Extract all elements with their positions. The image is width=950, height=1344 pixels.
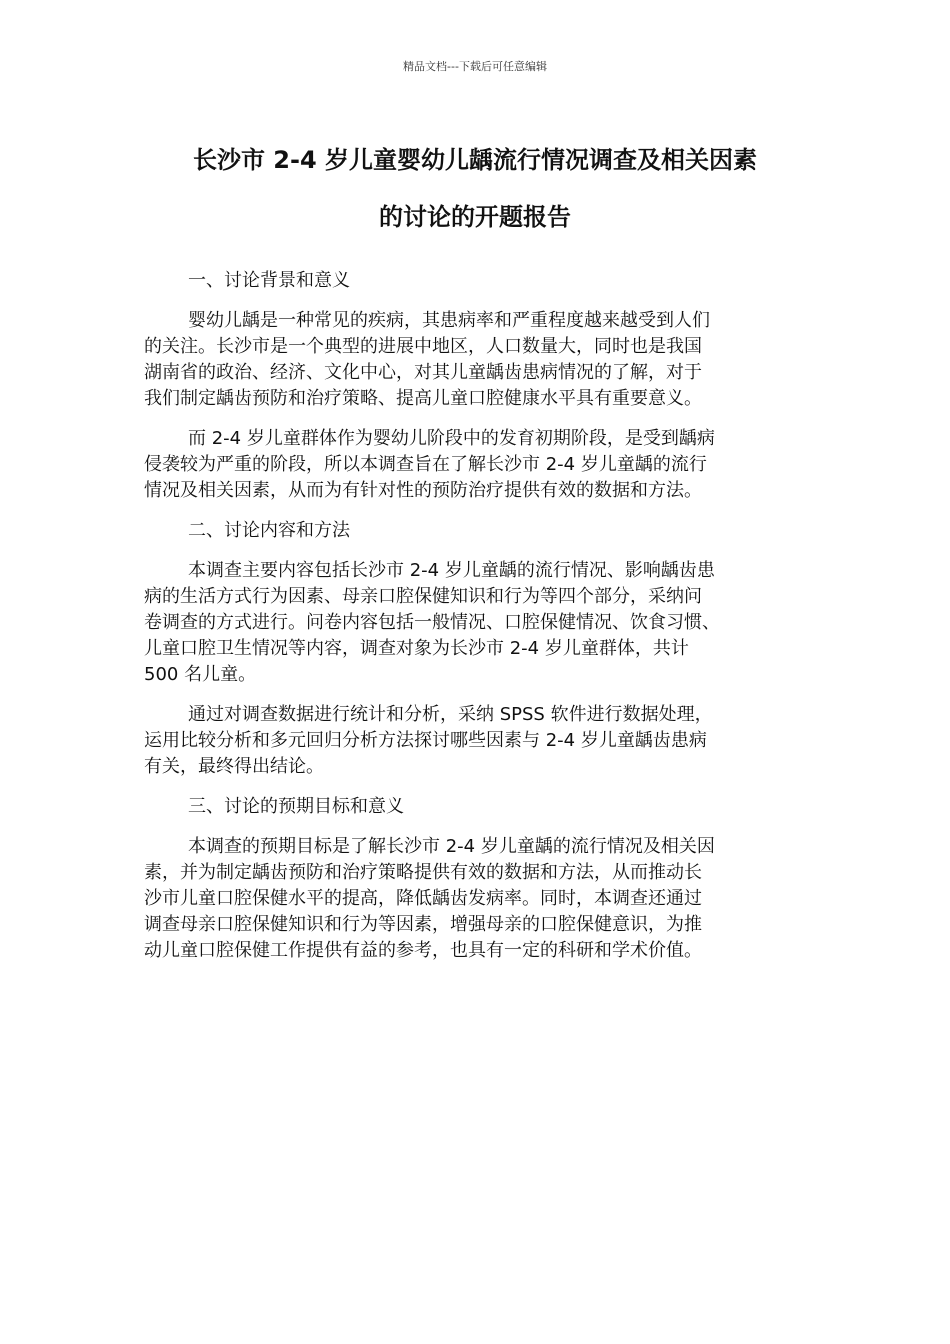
paragraph-line: 的关注。长沙市是一个典型的进展中地区，人口数量大，同时也是我国 <box>144 336 702 357</box>
document-body <box>144 268 804 978</box>
paragraph-line: 500 名儿童。 <box>144 664 257 685</box>
paragraph-line: 我们制定龋齿预防和治疗策略、提高儿童口腔健康水平具有重要意义。 <box>144 388 702 409</box>
paragraph <box>144 558 804 688</box>
paragraph-line: 本调查的预期目标是了解长沙市 2-4 岁儿童龋的流行情况及相关因 <box>188 836 715 857</box>
paragraph-line: 侵袭较为严重的阶段，所以本调查旨在了解长沙市 2-4 岁儿童龋的流行 <box>144 454 707 475</box>
paragraph-line: 病的生活方式行为因素、母亲口腔保健知识和行为等四个部分，采纳问 <box>144 586 702 607</box>
section-heading-goals: 三、讨论的预期目标和意义 <box>188 796 404 817</box>
paragraph-line: 儿童口腔卫生情况等内容，调查对象为长沙市 2-4 岁儿童群体，共计 <box>144 638 689 659</box>
header-note: 精品文档---下载后可任意编辑 <box>403 60 547 73</box>
section-heading-background: 一、讨论背景和意义 <box>188 270 350 291</box>
title-line: 的讨论的开题报告 <box>379 203 571 231</box>
title-line: 长沙市 2-4 岁儿童婴幼儿龋流行情况调查及相关因素 <box>192 146 758 174</box>
paragraph <box>144 426 804 504</box>
paragraph-line: 本调查主要内容包括长沙市 2-4 岁儿童龋的流行情况、影响龋齿患 <box>188 560 715 581</box>
paragraph-line: 而 2-4 岁儿童群体作为婴幼儿阶段中的发育初期阶段，是受到龋病 <box>188 428 715 449</box>
paragraph-line: 婴幼儿龋是一种常见的疾病，其患病率和严重程度越来越受到人们 <box>188 310 710 331</box>
paragraph <box>144 702 804 780</box>
paragraph <box>144 834 804 964</box>
paragraph-line: 情况及相关因素，从而为有针对性的预防治疗提供有效的数据和方法。 <box>144 480 702 501</box>
paragraph-line: 运用比较分析和多元回归分析方法探讨哪些因素与 2-4 岁儿童龋齿患病 <box>144 730 707 751</box>
paragraph-line: 动儿童口腔保健工作提供有益的参考，也具有一定的科研和学术价值。 <box>144 940 702 961</box>
paragraph-line: 湖南省的政治、经济、文化中心，对其儿童龋齿患病情况的了解，对于 <box>144 362 702 383</box>
paragraph <box>144 308 804 412</box>
paragraph-line: 通过对调查数据进行统计和分析，采纳 SPSS 软件进行数据处理， <box>188 704 713 725</box>
paragraph-line: 调查母亲口腔保健知识和行为等因素，增强母亲的口腔保健意识，为推 <box>144 914 702 935</box>
paragraph-line: 素，并为制定龋齿预防和治疗策略提供有效的数据和方法，从而推动长 <box>144 862 702 883</box>
page-title <box>120 132 830 246</box>
paragraph-line: 沙市儿童口腔保健水平的提高，降低龋齿发病率。同时，本调查还通过 <box>144 888 702 909</box>
section-heading-methods: 二、讨论内容和方法 <box>188 520 350 541</box>
paragraph-line: 卷调查的方式进行。问卷内容包括一般情况、口腔保健情况、饮食习惯、 <box>144 612 720 633</box>
paragraph-line: 有关，最终得出结论。 <box>144 756 324 777</box>
